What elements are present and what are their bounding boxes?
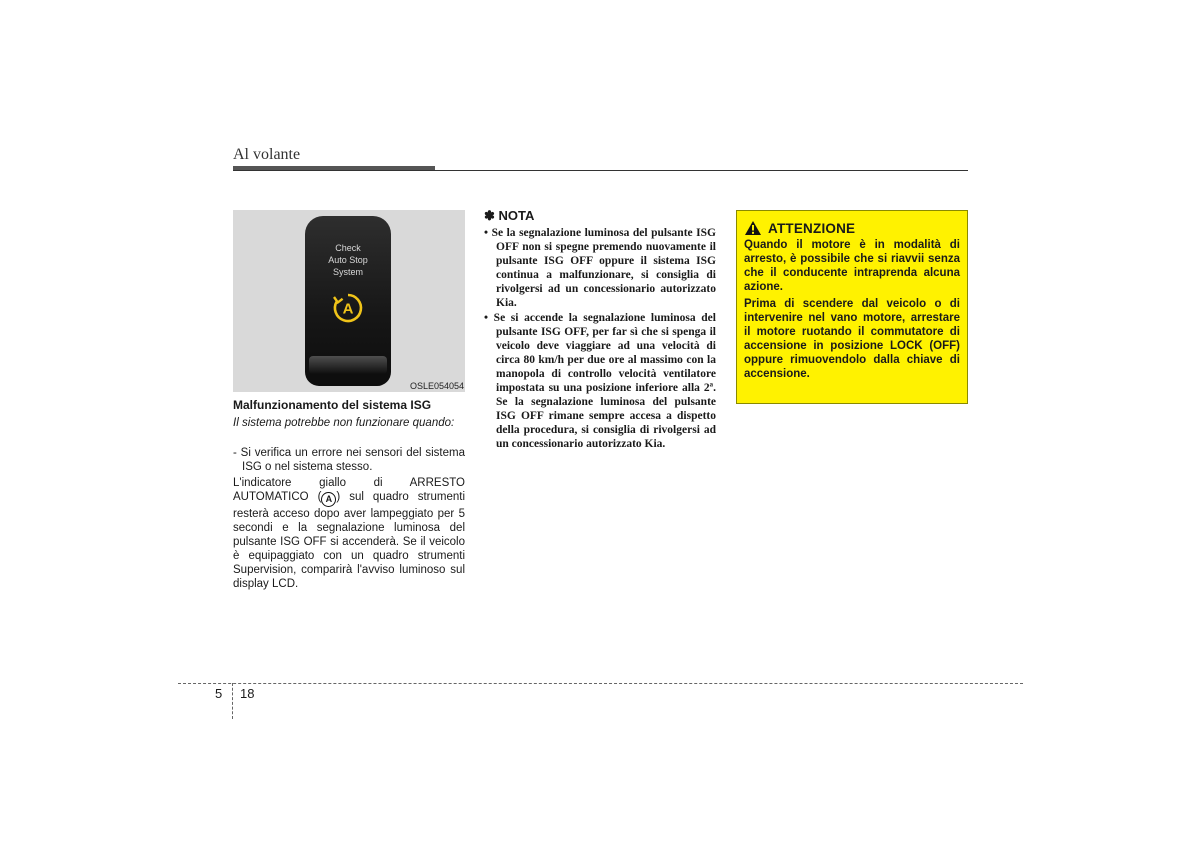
section-title: Malfunzionamento del sistema ISG [233,398,432,412]
nota-item: • Se si accende la segnalazione luminosa del pulsante ISG OFF, per far sì che si spenga il veicolo deve viaggiare ad una velocità di circa 80 km/h per due ore al massimo con la manopola di controllo velocità ventilatore impostata su una posizione inferiore alla 2ª. Se la segnalazione luminosa del pulsante ISG OFF rimane sempre accesa a dispetto della procedura, si consiglia di rivolgersi ad un concessionario autorizzato Kia. [484,311,716,451]
figure-code: OSLE054054 [409,381,464,391]
isg-button-figure [233,210,465,392]
button-label-line: Check [335,243,361,253]
warning-paragraph: Prima di scendere dal veicolo o di intervenire nel vano motore, arrestare il motore ruotando il commutatore di accensione in posizione LOCK (OFF) oppure rimuovendolo dalla chiave di accensione. [744,298,960,380]
warning-box [736,210,968,404]
auto-stop-icon [332,292,364,324]
button-label [305,242,391,278]
auto-stop-inline-icon: A [321,492,336,507]
page-number: 18 [240,686,255,701]
page-header-title: Al volante [233,146,301,163]
nota-item: • Se la segnalazione luminosa del pulsante ISG OFF non si spegne premendo nuovamente il pulsante ISG OFF oppure il sistema ISG continua a malfunzionare, si consiglia di rivolgersi ad un concessionario autorizzato Kia. [484,227,716,310]
nota-title: ✽ NOTA [484,208,535,223]
button-led-strip [309,356,387,374]
warning-triangle-icon [744,220,762,236]
chapter-number: 5 [215,686,223,701]
section-subtitle: Il sistema potrebbe non funzionare quando: [233,417,455,429]
section-bullet: - Si verifica un errore nei sensori del sistema ISG o nel sistema stesso. [233,447,465,473]
auto-stop-icon-letter: A [342,300,354,318]
paragraph-text-start: L'indicatore giallo di ARRESTO AUTOMATICO ( [233,477,465,503]
warning-header [744,220,960,236]
nota-list [484,226,716,452]
button-label-line: System [332,267,363,277]
button-label-line: Auto Stop [328,255,368,265]
paragraph-text-end: ) sul quadro strumenti resterà acceso dopo aver lampeggiato per 5 secondi e la segnalazione luminosa del pulsante ISG OFF si accenderà. Se il veicolo è equipaggiato con un quadro strumenti Supervision, comparirà l'avviso luminoso sul display LCD. [233,491,465,590]
footer-divider [232,683,233,719]
warning-title: ATTENZIONE [768,220,856,236]
section-paragraph [233,476,465,591]
header-rule-thin [233,170,968,171]
auto-stop-button-illustration [305,216,391,386]
footer-rule [178,683,1023,684]
warning-paragraph: Quando il motore è in modalità di arresto, è possibile che si riavvii senza che il conducente intraprenda alcuna azione. [744,239,960,293]
